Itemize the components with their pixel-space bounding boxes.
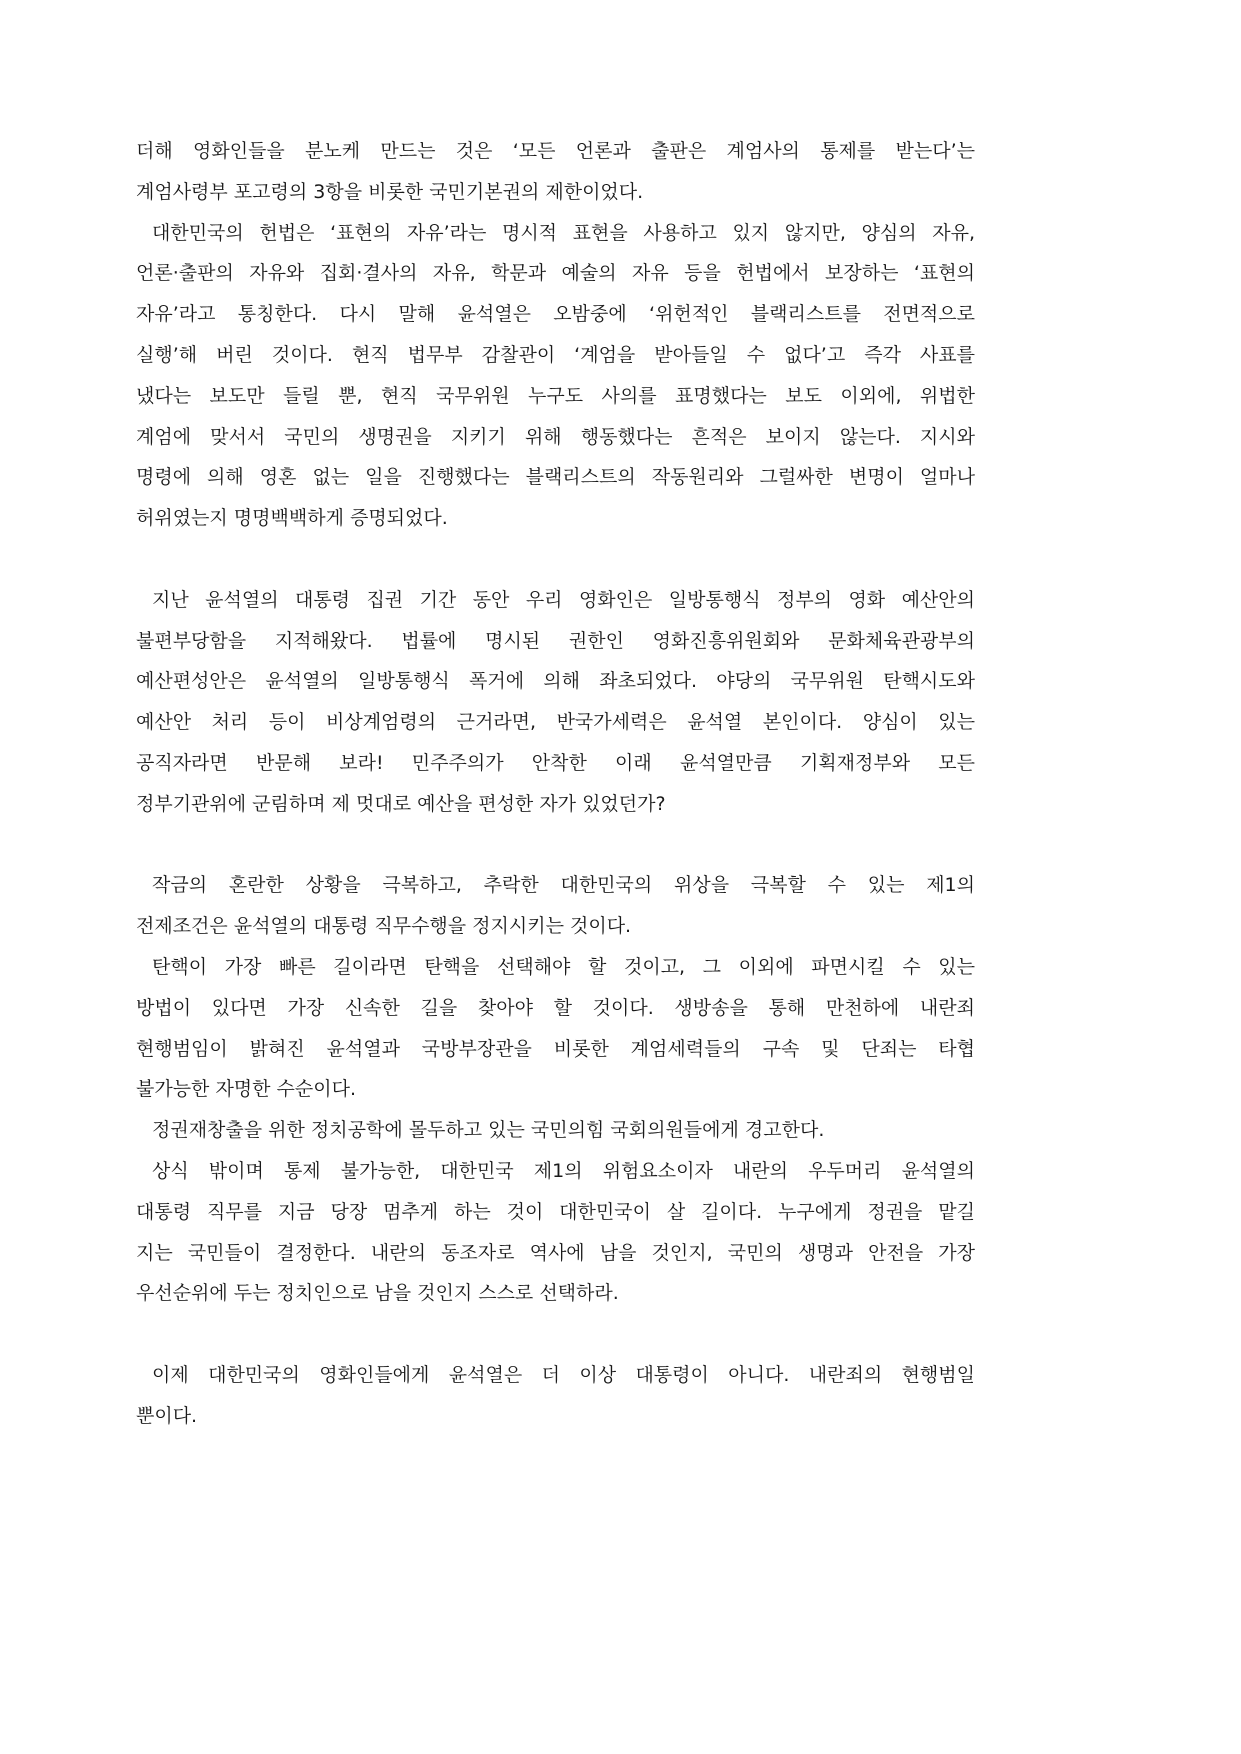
paragraph <box>136 1110 975 1151</box>
text-line: 냈다는 보도만 들릴 뿐, 현직 국무위원 누구도 사의를 표명했다는 보도 이외에, 위법한 <box>136 384 975 407</box>
text-section <box>136 580 975 825</box>
text-line: 방법이 있다면 가장 신속한 길을 찾아야 할 것이다. 생방송을 통해 만천하에 내란죄 <box>136 996 975 1019</box>
text-line: 대한민국의 헌법은 ‘표현의 자유’라는 명시적 표현을 사용하고 있지 않지만, 양심의 자유, <box>152 221 975 244</box>
text-line: 예산안 처리 등이 비상계엄령의 근거라면, 반국가세력은 윤석열 본인이다. 양심이 있는 <box>136 711 975 734</box>
text-line: 뿐이다. <box>136 1404 198 1427</box>
text-line: 정부기관위에 군림하며 제 멋대로 예산을 편성한 자가 있었던가? <box>136 792 666 815</box>
text-section <box>136 865 975 1314</box>
text-line: 실행’해 버린 것이다. 현직 법무부 감찰관이 ‘계엄을 받아들일 수 없다’고 즉각 사표를 <box>136 343 975 366</box>
text-line: 작금의 혼란한 상황을 극복하고, 추락한 대한민국의 위상을 극복할 수 있는 제1의 <box>152 874 975 897</box>
text-line: 상식 밖이며 통제 불가능한, 대한민국 제1의 위험요소이자 내란의 우두머리 윤석열의 <box>152 1159 975 1182</box>
text-line: 명령에 의해 영혼 없는 일을 진행했다는 블랙리스트의 작동원리와 그럴싸한 변명이 얼마나 <box>136 466 975 489</box>
text-line: 지난 윤석열의 대통령 집권 기간 동안 우리 영화인은 일방통행식 정부의 영화 예산안의 <box>152 588 975 611</box>
text-line: 지는 국민들이 결정한다. 내란의 동조자로 역사에 남을 것인지, 국민의 생명과 안전을 가장 <box>136 1241 975 1264</box>
paragraph <box>136 580 975 825</box>
text-line: 허위였는지 명명백백하게 증명되었다. <box>136 507 448 530</box>
text-line: 대통령 직무를 지금 당장 멈추게 하는 것이 대한민국이 살 길이다. 누구에게 정권을 맡길 <box>136 1200 975 1223</box>
text-line: 이제 대한민국의 영화인들에게 윤석열은 더 이상 대통령이 아니다. 내란죄의 현행범일 <box>152 1363 975 1386</box>
text-line: 자유’라고 통칭한다. 다시 말해 윤석열은 오밤중에 ‘위헌적인 블랙리스트를 전면적으로 <box>136 303 975 326</box>
paragraph <box>136 1151 975 1314</box>
text-line: 더해 영화인들을 분노케 만드는 것은 ‘모든 언론과 출판은 계엄사의 통제를 받는다’는 <box>136 140 975 162</box>
text-line: 정권재창출을 위한 정치공학에 몰두하고 있는 국민의힘 국회의원들에게 경고한다. <box>152 1119 825 1142</box>
blank-line <box>136 539 975 580</box>
blank-line <box>136 1314 975 1355</box>
text-line: 계엄에 맞서서 국민의 생명권을 지키기 위해 행동했다는 흔적은 보이지 않는다. 지시와 <box>136 425 975 448</box>
paragraph-continuation <box>136 131 975 213</box>
document-body <box>136 131 975 1437</box>
text-line: 불가능한 자명한 수순이다. <box>136 1078 357 1101</box>
blank-line <box>136 825 975 866</box>
text-line: 공직자라면 반문해 보라! 민주주의가 안착한 이래 윤석열만큼 기획재정부와 모든 <box>136 751 975 774</box>
text-line: 언론·출판의 자유와 집회·결사의 자유, 학문과 예술의 자유 등을 헌법에서 보장하는 ‘표현의 <box>136 262 975 285</box>
text-line: 탄핵이 가장 빠른 길이라면 탄핵을 선택해야 할 것이고, 그 이외에 파면시킬 수 있는 <box>152 955 975 978</box>
text-line: 예산편성안은 윤석열의 일방통행식 폭거에 의해 좌초되었다. 야당의 국무위원 탄핵시도와 <box>136 670 975 693</box>
text-line: 우선순위에 두는 정치인으로 남을 것인지 스스로 선택하라. <box>136 1282 619 1305</box>
paragraph <box>136 865 975 947</box>
paragraph <box>136 947 975 1110</box>
text-line: 불편부당함을 지적해왔다. 법률에 명시된 권한인 영화진흥위원회와 문화체육관광부의 <box>136 629 975 652</box>
paragraph <box>136 1355 975 1437</box>
text-line: 계엄사령부 포고령의 3항을 비롯한 국민기본권의 제한이었다. <box>136 180 644 203</box>
paragraph <box>136 213 975 539</box>
text-line: 전제조건은 윤석열의 대통령 직무수행을 정지시키는 것이다. <box>136 915 632 938</box>
text-section <box>136 1355 975 1437</box>
text-section <box>136 131 975 539</box>
text-line: 현행범임이 밝혀진 윤석열과 국방부장관을 비롯한 계엄세력들의 구속 및 단죄는 타협 <box>136 1037 975 1060</box>
